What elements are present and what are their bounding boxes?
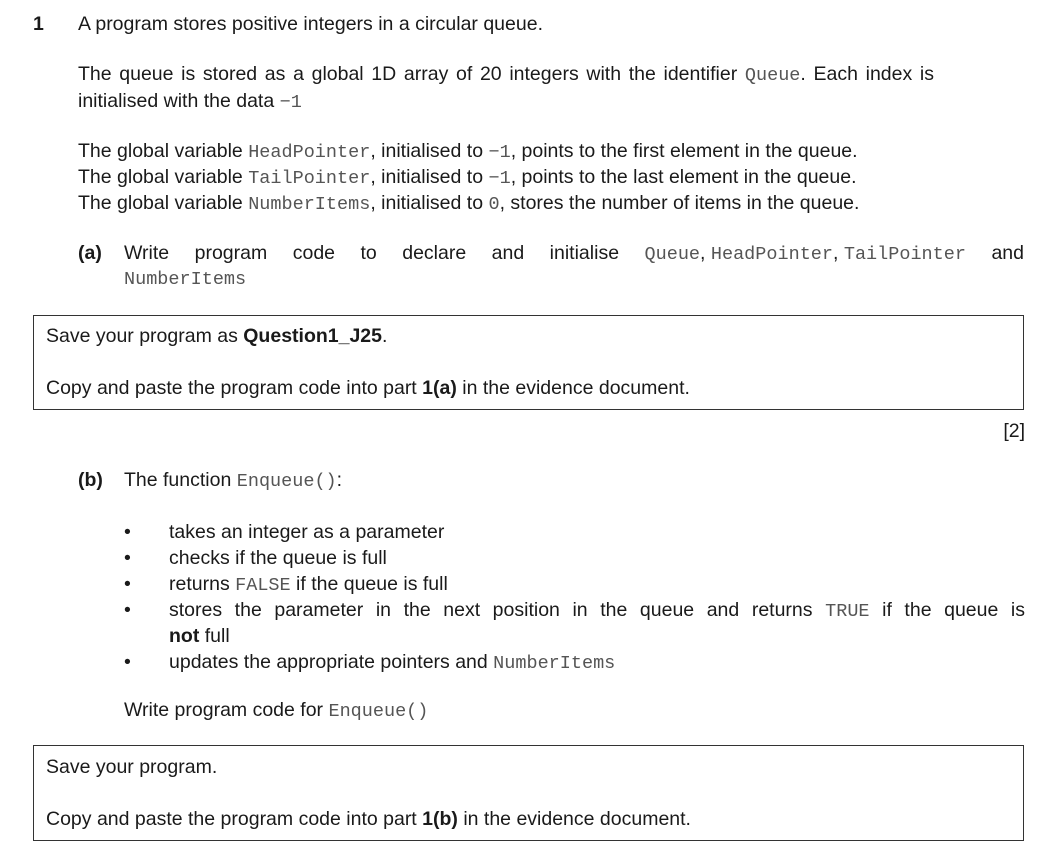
code-queue: Queue <box>744 65 801 86</box>
bullet-1-text: takes an integer as a parameter <box>169 521 445 543</box>
part-a-save-box <box>33 315 1024 410</box>
bullet-5-text: updates the appropriate pointers and NumberItems <box>169 651 616 674</box>
question-number: 1 <box>33 13 44 35</box>
part-b-copy-line: Copy and paste the program code into part 1(b) in the evidence document. <box>46 808 691 830</box>
bullet-5-symbol: • <box>124 651 131 673</box>
bullet-2-text: checks if the queue is full <box>169 547 387 569</box>
part-a-label: (a) <box>78 242 102 264</box>
global-tailpointer: The global variable TailPointer, initialised to −1, points to the last element in the queue. <box>78 166 857 189</box>
bullet-3-text: returns FALSE if the queue is full <box>169 573 448 596</box>
part-a-save-line: Save your program as Question1_J25. <box>46 325 388 347</box>
part-a-copy-line: Copy and paste the program code into part 1(a) in the evidence document. <box>46 377 690 399</box>
bullet-2-symbol: • <box>124 547 131 569</box>
global-headpointer: The global variable HeadPointer, initialised to −1, points to the first element in the queue. <box>78 140 858 163</box>
part-a-instruction-line1: Write program code to declare and initialise Queue, HeadPointer, TailPointer and <box>124 242 1024 265</box>
code-numberitems: NumberItems <box>124 269 247 290</box>
bullet-1-symbol: • <box>124 521 131 543</box>
part-b-intro: The function Enqueue(): <box>124 469 343 492</box>
part-b-instruction: Write program code for Enqueue() <box>124 699 429 722</box>
queue-description-line2: initialised with the data −1 <box>78 90 302 113</box>
code-minus-one: −1 <box>279 92 302 113</box>
bullet-4-text-line2: not full <box>169 625 230 647</box>
queue-description-line1: The queue is stored as a global 1D array of 20 integers with the identifier Queue. Each index is <box>78 63 934 86</box>
part-b-save-line: Save your program. <box>46 756 218 778</box>
question-intro: A program stores positive integers in a circular queue. <box>78 13 543 35</box>
part-b-label: (b) <box>78 469 103 491</box>
global-numberitems: The global variable NumberItems, initialised to 0, stores the number of items in the queue. <box>78 192 860 215</box>
bullet-4-symbol: • <box>124 599 131 621</box>
part-a-marks: [2] <box>1003 420 1025 442</box>
bullet-3-symbol: • <box>124 573 131 595</box>
part-b-save-box <box>33 745 1024 841</box>
bullet-4-text-line1: stores the parameter in the next position in the queue and returns TRUE if the queue is <box>169 599 1026 622</box>
